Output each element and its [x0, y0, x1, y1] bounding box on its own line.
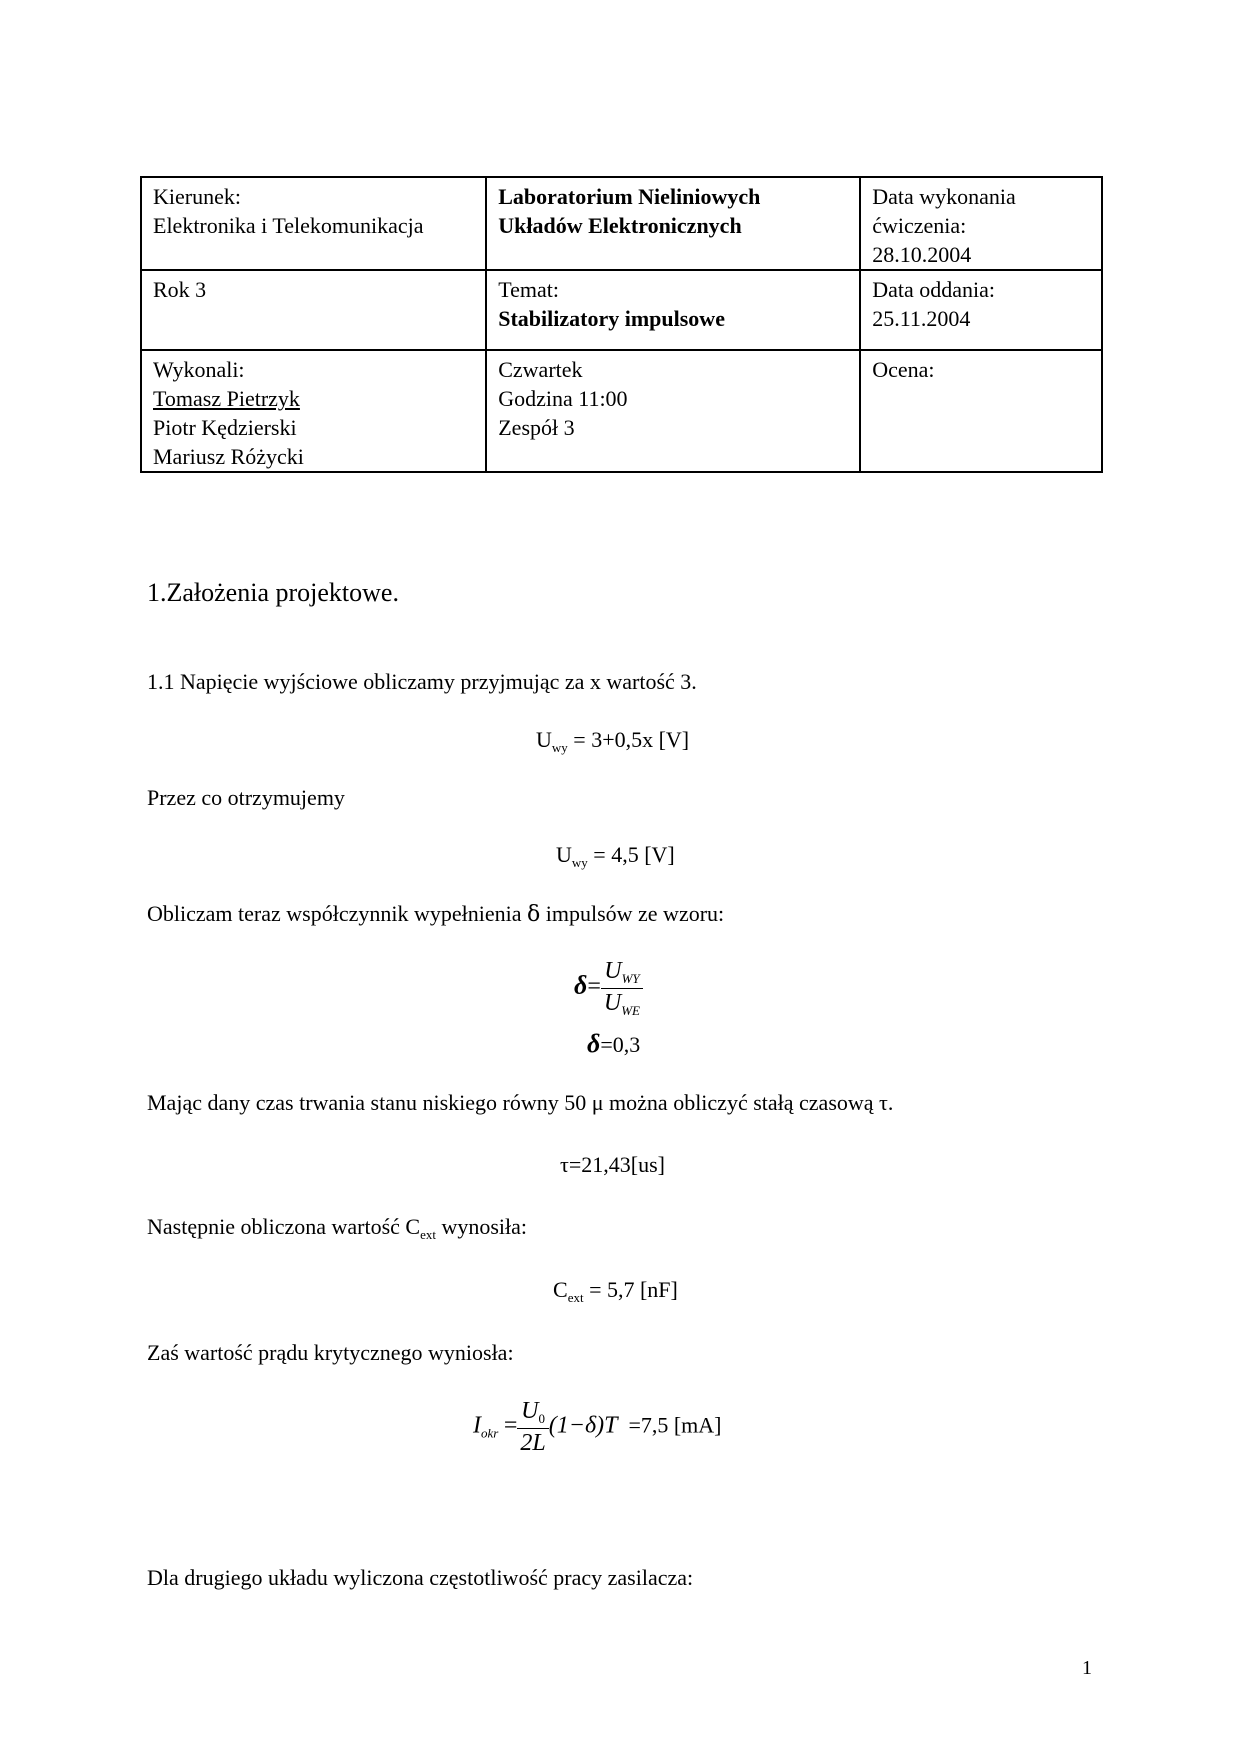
- paragraph-text: wynosiła:: [435, 1214, 528, 1239]
- paragraph-frequency: Dla drugiego układu wyliczona częstotliwość pracy zasilacza:: [147, 1565, 694, 1590]
- formula-expression: =0,3: [600, 1032, 641, 1057]
- formula-subscript: okr: [481, 1425, 499, 1441]
- author-name: Piotr Kędzierski: [153, 415, 297, 440]
- header-table: [140, 176, 1103, 473]
- formula-expression: = 5,7 [nF]: [583, 1277, 678, 1302]
- formula-symbol: C: [553, 1277, 568, 1302]
- formula-fraction: [601, 958, 643, 1019]
- paragraph-output-voltage: 1.1 Napięcie wyjściowe obliczamy przyjmując za x wartość 3.: [147, 669, 697, 694]
- formula-subscript: wy: [571, 855, 588, 870]
- formula-expression: (1−δ)T: [548, 1412, 618, 1439]
- formula-symbol: U: [521, 1398, 539, 1424]
- submission-date-value: 25.11.2004: [872, 306, 971, 331]
- formula-equals: =: [587, 973, 601, 1000]
- paragraph-subscript: ext: [420, 1227, 436, 1242]
- formula-subscript: wy: [551, 740, 568, 755]
- formula-delta: δ: [574, 970, 588, 1000]
- paragraph-text: Obliczam teraz współczynnik wypełnienia: [147, 901, 527, 926]
- header-row-1: [141, 177, 1102, 270]
- formula-capacitance: [553, 1277, 678, 1306]
- formula-time-constant: τ=21,43[us]: [560, 1152, 665, 1177]
- formula-symbol: U: [536, 727, 552, 752]
- author-name: Tomasz Pietrzyk: [153, 386, 300, 411]
- schedule-team: Zespół 3: [498, 415, 575, 440]
- cell-grade: [860, 350, 1102, 472]
- paragraph-result-intro: Przez co otrzymujemy: [147, 785, 345, 810]
- formula-duty-cycle: [574, 958, 643, 1019]
- direction-label: Kierunek:: [153, 184, 241, 209]
- laboratory-title-line-1: Laboratorium Nieliniowych: [498, 184, 761, 209]
- formula-symbol: I: [473, 1412, 481, 1439]
- cell-authors: [141, 350, 486, 472]
- cell-direction: [141, 177, 486, 270]
- cell-year: [141, 270, 486, 350]
- header-row-2: [141, 270, 1102, 350]
- schedule-day: Czwartek: [498, 357, 583, 382]
- formula-expression: = 4,5 [V]: [587, 842, 675, 867]
- cell-execution-date: [860, 177, 1102, 270]
- formula-symbol: U: [604, 958, 622, 984]
- year-value: Rok 3: [153, 277, 207, 302]
- fraction-denominator: 2L: [520, 1430, 546, 1456]
- formula-fraction: [517, 1398, 548, 1457]
- fraction-numerator: [601, 958, 643, 989]
- direction-value: Elektronika i Telekomunikacja: [153, 213, 424, 238]
- delta-symbol: δ: [526, 902, 541, 927]
- topic-label: Temat:: [498, 277, 560, 302]
- formula-subscript: WY: [621, 971, 640, 986]
- formula-output-voltage-value: [556, 842, 675, 871]
- cell-laboratory: [486, 177, 860, 270]
- laboratory-title-line-2: Układów Elektronicznych: [498, 213, 742, 238]
- execution-date-value: 28.10.2004: [872, 242, 972, 267]
- grade-label: Ocena:: [872, 357, 935, 382]
- formula-subscript: ext: [567, 1290, 584, 1305]
- paragraph-text: Następnie obliczona wartość C: [147, 1214, 421, 1239]
- formula-subscript: 0: [538, 1411, 545, 1426]
- paragraph-critical-current: Zaś wartość prądu krytycznego wyniosła:: [147, 1340, 514, 1365]
- paragraph-time-constant: Mając dany czas trwania stanu niskiego równy 50 μ można obliczyć stałą czasową τ.: [147, 1090, 894, 1115]
- submission-date-label: Data oddania:: [872, 277, 995, 302]
- author-name: Mariusz Różycki: [153, 444, 304, 469]
- formula-duty-cycle-value: [587, 1029, 640, 1059]
- paragraph-text: impulsów ze wzoru:: [540, 901, 725, 926]
- formula-expression: = 3+0,5x [V]: [567, 727, 690, 752]
- paragraph-capacitance: [147, 1214, 527, 1243]
- fraction-numerator: [517, 1398, 548, 1429]
- cell-schedule: [486, 350, 860, 472]
- section-title: 1.Założenia projektowe.: [147, 578, 399, 607]
- authors-label: Wykonali:: [153, 357, 245, 382]
- formula-delta: δ: [587, 1029, 601, 1058]
- formula-result: =7,5 [mA]: [628, 1412, 722, 1438]
- cell-submission-date: [860, 270, 1102, 350]
- formula-subscript: WE: [621, 1003, 640, 1018]
- formula-output-voltage: [536, 727, 689, 756]
- fraction-denominator: [601, 989, 643, 1019]
- paragraph-duty-cycle: [147, 901, 724, 927]
- formula-critical-current: [473, 1398, 722, 1457]
- execution-date-label-2: ćwiczenia:: [872, 213, 967, 238]
- formula-symbol: U: [556, 842, 572, 867]
- schedule-hour: Godzina 11:00: [498, 386, 628, 411]
- formula-symbol: U: [603, 990, 622, 1016]
- header-row-3: [141, 350, 1102, 472]
- topic-value: Stabilizatory impulsowe: [498, 306, 725, 331]
- formula-equals: =: [503, 1412, 518, 1439]
- execution-date-label-1: Data wykonania: [872, 184, 1016, 209]
- page-number: 1: [1082, 1657, 1092, 1679]
- cell-topic: [486, 270, 860, 350]
